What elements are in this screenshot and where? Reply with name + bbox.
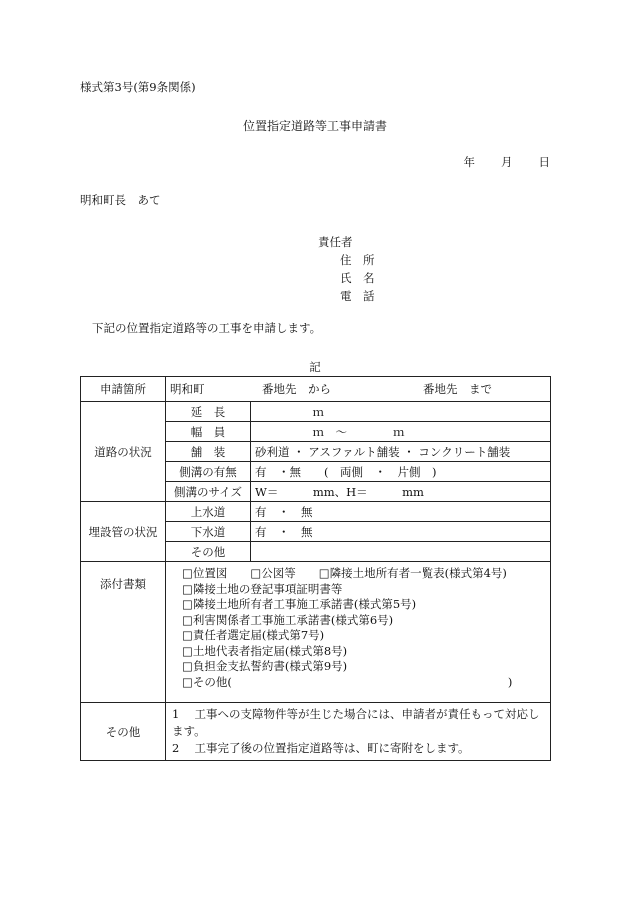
attachment-item: □利害関係者工事施工承諾書(様式第6号) (182, 612, 394, 627)
road-status-label: 道路の状況 (81, 402, 166, 502)
document-title: 位置指定道路等工事申請書 (242, 119, 387, 133)
date-day: 日 (538, 155, 550, 169)
other-label: その他 (81, 703, 166, 761)
form-number: 様式第3号(第9条関係) (80, 80, 196, 94)
attachments-list (166, 562, 551, 703)
attachment-item: □隣接土地所有者工事施工承諾書(様式第5号) (182, 597, 417, 611)
pipes-other-label: その他 (166, 542, 251, 562)
attachment-item: □負担金支払誓約書(様式第9号) (182, 659, 348, 673)
addressee: 明和町長 あて (80, 193, 161, 207)
pavement-label: 舗 装 (166, 442, 251, 462)
application-table (80, 376, 551, 761)
attachment-item: □土地代表者指定届(様式第8号) (182, 643, 348, 658)
date-year: 年 (463, 155, 475, 169)
attachment-item: □位置図 □公図等 □隣接土地所有者一覧表(様式第4号) (182, 566, 507, 580)
phone-label: 電 話 (340, 289, 375, 303)
pipes-other-value (251, 542, 551, 562)
road-length-label: 延 長 (166, 402, 251, 422)
gutter-size-label: 側溝のサイズ (166, 482, 251, 502)
gutter-presence-label: 側溝の有無 (166, 462, 251, 482)
attachment-item: □責任者選定届(様式第7号) (182, 628, 325, 642)
responsible-label: 責任者 (318, 235, 353, 249)
gutter-size-value: W＝ mm、H＝ mm (251, 482, 551, 502)
request-text: 下記の位置指定道路等の工事を申請します。 (92, 321, 322, 335)
attachments-row (81, 562, 551, 703)
sewer-label: 下水道 (166, 522, 251, 542)
pipes-row (81, 502, 551, 522)
road-length-value: ｍ (251, 402, 551, 422)
other-row (81, 703, 551, 761)
note-item: 1 工事への支障物件等が生じた場合には、申請者が責任もって対応します。 (172, 707, 540, 738)
water-supply-label: 上水道 (166, 502, 251, 522)
address-label: 住 所 (340, 253, 375, 267)
responsible-person-block (318, 233, 375, 305)
date-line (442, 157, 551, 169)
ki-label: 記 (309, 360, 321, 374)
gutter-presence-value: 有 ・無 ( 両側 ・ 片側 ) (251, 462, 551, 482)
sewer-value: 有 ・ 無 (251, 522, 551, 542)
attachment-item: □隣接土地の登記事項証明書等 (182, 581, 343, 596)
other-notes (166, 703, 551, 761)
location-row (81, 377, 551, 402)
location-value: 明和町 番地先 から 番地先 まで (166, 377, 551, 402)
buried-pipes-label: 埋設管の状況 (81, 502, 166, 562)
note-item: 2 工事完了後の位置指定道路等は、町に寄附をします。 (172, 741, 470, 755)
water-supply-value: 有 ・ 無 (251, 502, 551, 522)
date-month: 月 (501, 155, 513, 169)
attachments-label: 添付書類 (81, 562, 166, 703)
pavement-value: 砂利道 ・ アスファルト舗装 ・ コンクリート舗装 (251, 442, 551, 462)
road-width-label: 幅 員 (166, 422, 251, 442)
name-label: 氏 名 (340, 271, 375, 285)
location-label: 申請箇所 (81, 377, 166, 402)
road-width-value: ｍ ～ ｍ (251, 422, 551, 442)
attachment-item: □その他( ) (182, 674, 513, 689)
road-row (81, 402, 551, 422)
